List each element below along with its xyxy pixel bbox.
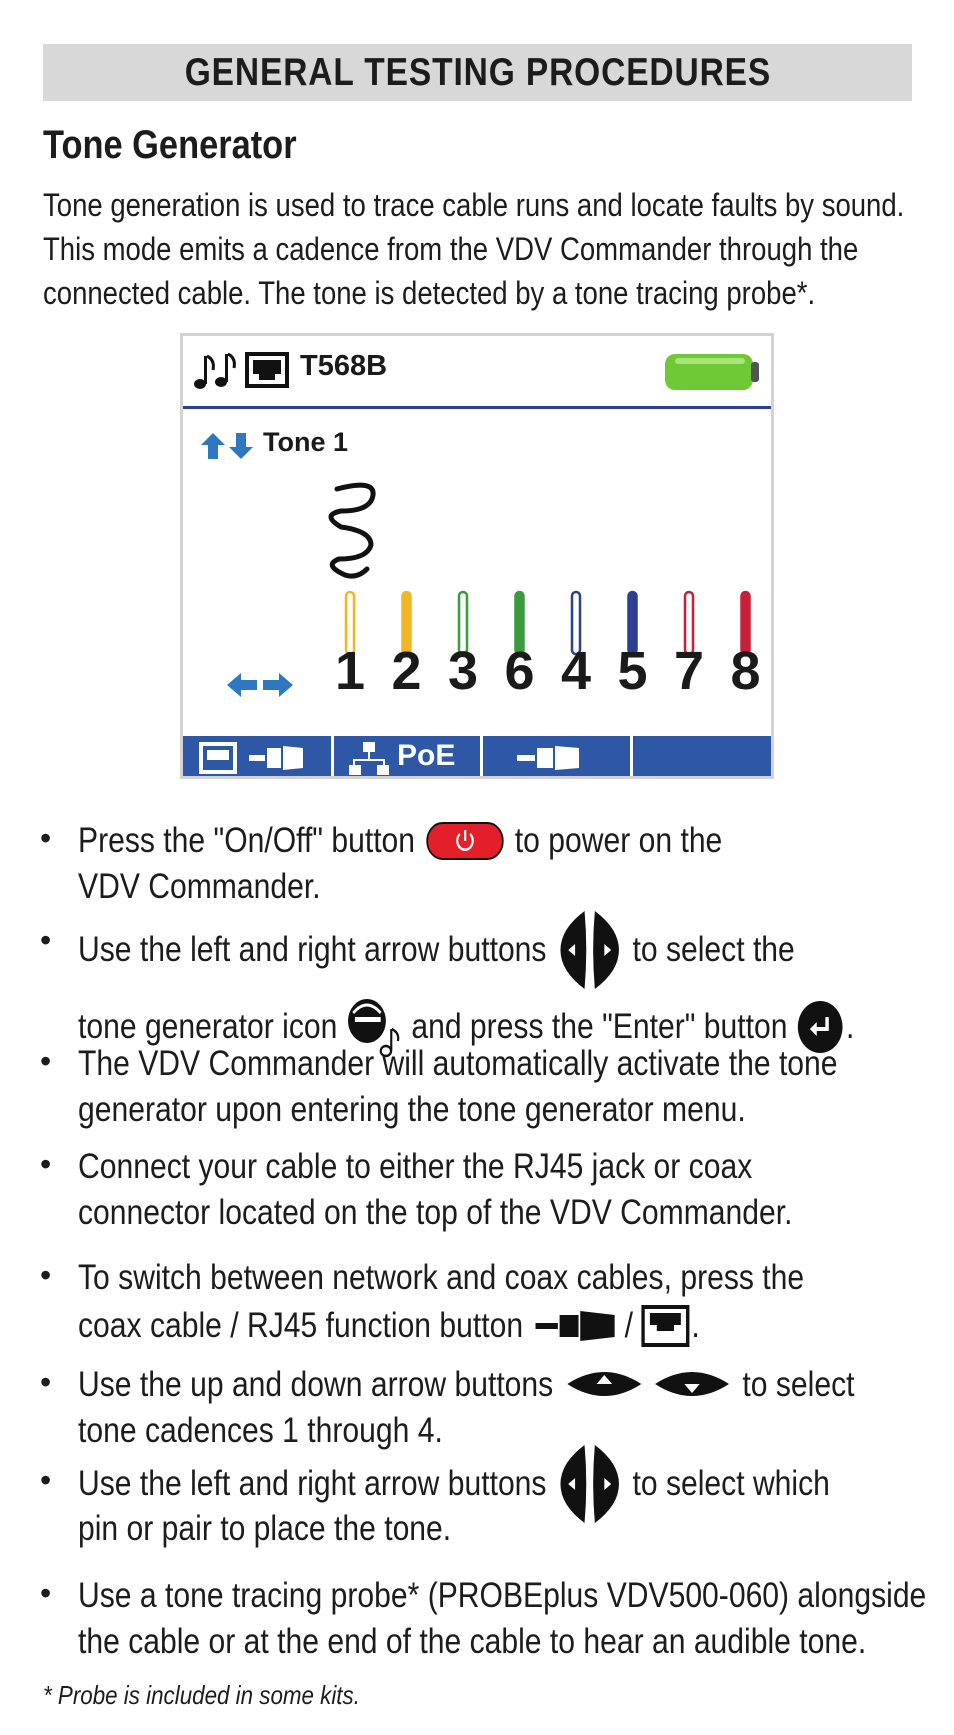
bullet-line <box>78 1364 855 1406</box>
left-right-arrow-buttons-icon[interactable] <box>555 909 624 991</box>
intro-line: connected cable. The tone is detected by a tone tracing probe*. <box>43 275 816 311</box>
bullet-line <box>78 1257 804 1299</box>
bullet-text: connector located on the top of the VDV Commander. <box>78 1193 793 1232</box>
bullet-line <box>78 1146 752 1188</box>
section-banner <box>43 44 912 101</box>
bullet-text: to select the <box>632 930 795 969</box>
bullet-line <box>78 1575 926 1617</box>
bullet-text: coax cable / RJ45 function button <box>78 1306 524 1345</box>
down-arrow-button-icon[interactable] <box>653 1366 730 1404</box>
bullet-text: The VDV Commander will automatically activate the tone <box>78 1044 838 1083</box>
bullet-text: / <box>624 1306 633 1345</box>
bullet-text: and press the "Enter" button <box>411 1007 788 1046</box>
intro-line: This mode emits a cadence from the VDV Commander through the <box>43 231 859 267</box>
pin-number: 2 <box>391 641 422 701</box>
device-screen <box>180 333 774 779</box>
bullet-text: Use the left and right arrow buttons <box>78 930 547 969</box>
pin-number: 8 <box>730 641 761 701</box>
subsection-title: Tone Generator <box>43 123 297 167</box>
rj45-function-icon[interactable] <box>642 1305 690 1347</box>
bullet-text: Use the up and down arrow buttons <box>78 1365 554 1404</box>
bullet-marker: • <box>40 1257 52 1293</box>
bullet-text: To switch between network and coax cables, press the <box>78 1258 805 1297</box>
bullet-line <box>78 910 795 990</box>
softkey-divider <box>331 736 334 779</box>
pin-number: 4 <box>560 641 592 701</box>
tone-cadence-label: Tone 1 <box>263 427 349 457</box>
wire-pairs-graphic <box>183 336 774 779</box>
bullet-line <box>78 1192 792 1234</box>
bullet-line <box>78 1621 866 1663</box>
bullet-line <box>78 1043 838 1085</box>
pin-number: 3 <box>447 641 479 701</box>
left-right-arrow-buttons-icon[interactable] <box>555 1443 624 1525</box>
footnote: * Probe is included in some kits. <box>43 1680 360 1710</box>
pin-number: 5 <box>617 641 648 701</box>
bullet-text: VDV Commander. <box>78 867 321 906</box>
coax-connector-icon[interactable] <box>535 1309 618 1343</box>
softkey-poe[interactable]: PoE <box>397 739 456 772</box>
bullet-text: tone generator icon <box>78 1007 338 1046</box>
bullet-text: tone cadences 1 through 4. <box>78 1411 443 1450</box>
bullet-marker: • <box>40 1043 52 1079</box>
bullet-text: the cable or at the end of the cable to hear an audible tone. <box>78 1622 867 1661</box>
pin-number: 1 <box>334 641 366 701</box>
bullet-marker: • <box>40 1462 52 1498</box>
bullet-marker: • <box>40 1575 52 1611</box>
bullet-text: Press the "On/Off" button <box>78 821 416 860</box>
bullet-text: Use a tone tracing probe* (PROBEplus VDV500-060) alongside <box>78 1576 927 1615</box>
network-topology-icon <box>349 742 389 776</box>
intro-line: Tone generation is used to trace cable runs and locate faults by sound. <box>43 187 905 223</box>
bullet-text: . <box>845 1007 855 1046</box>
softkey-divider <box>480 736 483 779</box>
bullet-text: generator upon entering the tone generator menu. <box>78 1090 746 1129</box>
bullet-marker: • <box>40 1146 52 1182</box>
bullet-text: Connect your cable to either the RJ45 jack or coax <box>78 1147 753 1186</box>
pin-number: 7 <box>673 641 705 701</box>
intro-paragraph <box>43 183 903 315</box>
bullet-text: to power on the <box>514 821 723 860</box>
power-button-icon[interactable] <box>425 821 504 861</box>
wiring-standard-label: T568B <box>300 350 388 382</box>
bullet-line <box>78 820 722 862</box>
softkey-divider <box>630 736 633 779</box>
bullet-text: Use the left and right arrow buttons <box>78 1464 547 1503</box>
bullet-marker: • <box>40 1364 52 1400</box>
bullet-line <box>78 1089 746 1131</box>
left-right-arrows-icon <box>227 671 293 699</box>
bullet-text: . <box>691 1306 700 1345</box>
bullet-marker: • <box>40 922 52 958</box>
softkey-coax-icon[interactable] <box>513 742 603 774</box>
up-arrow-button-icon[interactable] <box>565 1366 642 1404</box>
pin-number: 6 <box>504 641 535 701</box>
bullet-text: to select which <box>632 1464 830 1503</box>
bullet-marker: • <box>40 820 52 856</box>
bullet-line <box>78 1303 700 1349</box>
bullet-line <box>78 866 321 908</box>
bullet-text: to select <box>742 1365 855 1404</box>
section-title: GENERAL TESTING PROCEDURES <box>184 50 771 94</box>
softkey-rj45-to-coax-icon[interactable] <box>199 742 319 774</box>
bullet-text: pin or pair to place the tone. <box>78 1509 452 1548</box>
bullet-line <box>78 1508 451 1550</box>
